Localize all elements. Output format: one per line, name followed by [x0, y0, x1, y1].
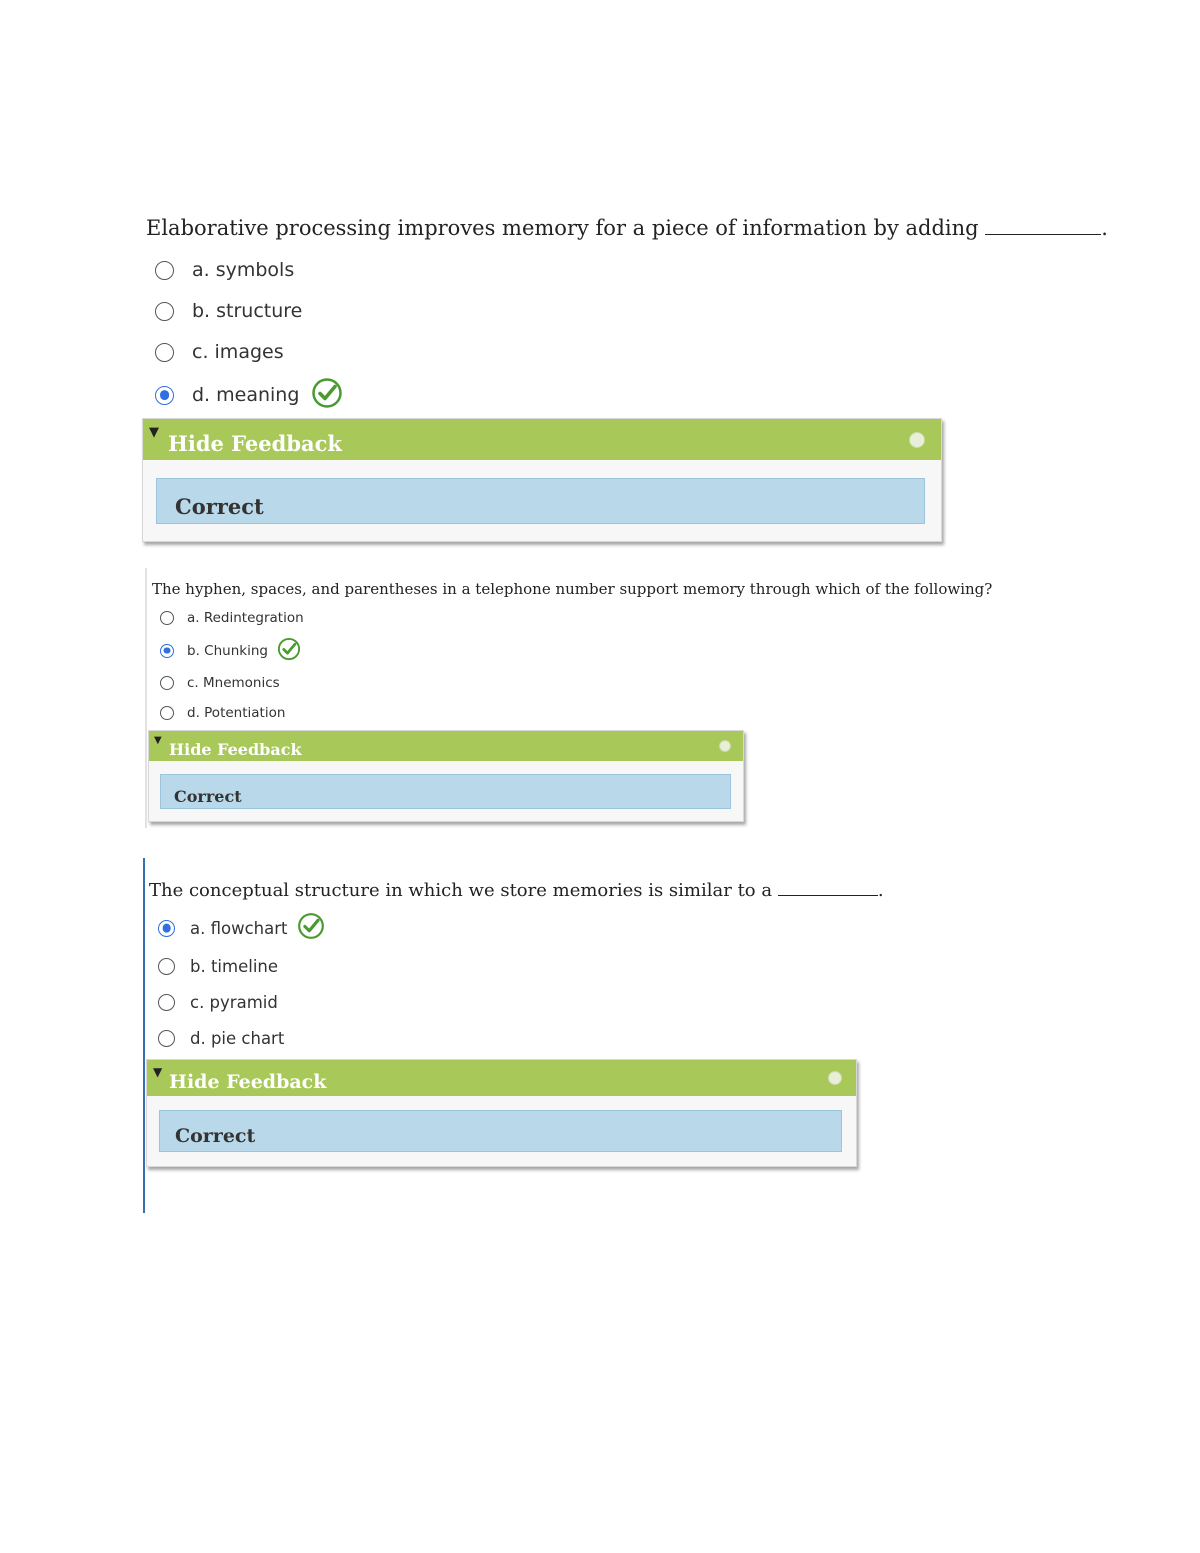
small-check-circle-icon — [719, 740, 731, 752]
question-3-prompt: The conceptual structure in which we store memories is similar to a . — [149, 880, 884, 901]
feedback-result: Correct — [174, 787, 242, 806]
option-c[interactable]: c. pyramid — [158, 992, 278, 1012]
small-check-circle-icon — [909, 432, 925, 448]
radio-button-selected[interactable] — [158, 920, 175, 937]
check-circle-icon — [297, 912, 325, 944]
triangle-down-icon: ▼ — [149, 425, 159, 440]
question-2-left-rule — [145, 568, 147, 828]
radio-button[interactable] — [155, 343, 174, 362]
hide-feedback-toggle[interactable]: Hide Feedback — [169, 1071, 327, 1093]
radio-button-selected[interactable] — [160, 644, 174, 658]
feedback-result: Correct — [175, 1125, 256, 1147]
option-a[interactable]: a. Redintegration — [160, 609, 304, 627]
option-d[interactable]: d. Potentiation — [160, 704, 285, 722]
radio-button-selected[interactable] — [155, 386, 174, 405]
option-b[interactable]: b. structure — [155, 299, 302, 323]
option-b[interactable]: b. Chunking — [160, 638, 301, 663]
feedback-panel — [148, 730, 744, 822]
answer-blank — [778, 895, 878, 896]
feedback-header[interactable] — [143, 419, 941, 460]
triangle-down-icon: ▼ — [153, 1065, 163, 1079]
feedback-panel — [146, 1059, 857, 1167]
radio-button[interactable] — [155, 302, 174, 321]
small-check-circle-icon — [828, 1071, 842, 1085]
radio-button[interactable] — [160, 611, 174, 625]
option-a[interactable]: a. flowchart — [158, 913, 325, 943]
feedback-result-box — [160, 774, 731, 809]
feedback-result-box — [159, 1110, 842, 1152]
radio-button[interactable] — [155, 261, 174, 280]
triangle-down-icon: ▼ — [154, 735, 162, 746]
feedback-header[interactable] — [149, 731, 743, 761]
feedback-result: Correct — [175, 494, 264, 519]
feedback-header[interactable] — [147, 1060, 856, 1096]
radio-button[interactable] — [160, 676, 174, 690]
radio-button[interactable] — [158, 1030, 175, 1047]
check-circle-icon — [277, 637, 301, 665]
option-d[interactable]: d. pie chart — [158, 1028, 284, 1048]
option-c[interactable]: c. Mnemonics — [160, 674, 280, 692]
question-2-prompt: The hyphen, spaces, and parentheses in a telephone number support memory through which of the following? — [152, 580, 993, 598]
option-d[interactable]: d. meaning — [155, 380, 343, 410]
radio-button[interactable] — [160, 706, 174, 720]
question-3-left-rule — [143, 858, 145, 1213]
radio-button[interactable] — [158, 958, 175, 975]
answer-blank — [985, 234, 1101, 235]
question-1-prompt: Elaborative processing improves memory for a piece of information by adding . — [146, 216, 1108, 240]
feedback-panel — [142, 418, 942, 542]
hide-feedback-toggle[interactable]: Hide Feedback — [168, 431, 342, 456]
option-b[interactable]: b. timeline — [158, 956, 278, 976]
option-a[interactable]: a. symbols — [155, 258, 294, 282]
radio-button[interactable] — [158, 994, 175, 1011]
feedback-result-box — [156, 478, 925, 524]
hide-feedback-toggle[interactable]: Hide Feedback — [169, 740, 302, 759]
option-c[interactable]: c. images — [155, 340, 284, 364]
check-circle-icon — [311, 377, 343, 414]
